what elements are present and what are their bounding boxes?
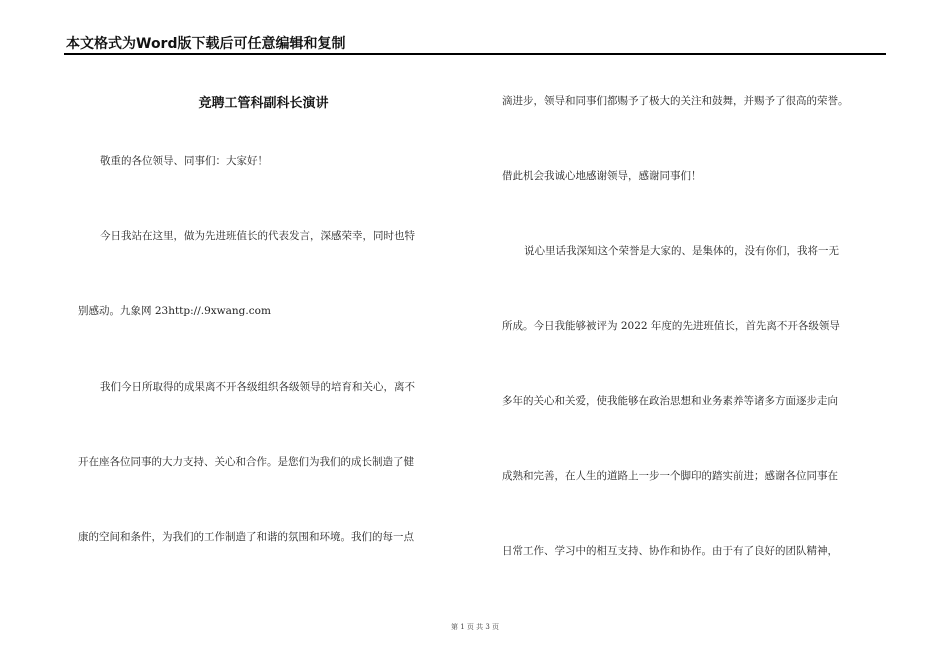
paragraph-line: 借此机会我诚心地感谢领导，感谢同事们！ xyxy=(502,170,702,182)
paragraph-line: 成熟和完善，在人生的道路上一步一个脚印的踏实前进；感谢各位同事在 xyxy=(502,470,838,482)
paragraph-line: 日常工作、学习中的相互支持、协作和协作。由于有了良好的团队精神， xyxy=(502,545,838,557)
paragraph-line: 滴进步，领导和同事们都赐予了极大的关注和鼓舞，并赐予了很高的荣誉。 xyxy=(502,95,849,107)
paragraph-line: 我们今日所取得的成果离不开各级组织各级领导的培育和关心，离不 xyxy=(100,381,415,393)
paragraph-line: 敬重的各位领导、同事们：大家好！ xyxy=(100,155,268,167)
header-title: 本文格式为Word版下载后可任意编辑和复制 xyxy=(66,36,346,52)
paragraph-line: 多年的关心和关爱，使我能够在政治思想和业务素养等诸多方面逐步走向 xyxy=(502,395,838,407)
paragraph-line: 开在座各位同事的大力支持、关心和合作。是您们为我们的成长制造了健 xyxy=(78,456,414,468)
paragraph-line: 今日我站在这里，做为先进班值长的代表发言，深感荣幸，同时也特 xyxy=(100,230,415,242)
header-divider xyxy=(64,53,886,55)
document-title: 竞聘工管科副科长演讲 xyxy=(198,96,329,111)
paragraph-line: 别感动。九象网 23http://.9xwang.com xyxy=(78,305,271,317)
paragraph-line: 所成。今日我能够被评为 2022 年度的先进班值长，首先离不开各级领导 xyxy=(502,320,840,332)
page-indicator: 第 1 页 共 3 页 xyxy=(450,623,500,631)
paragraph-line: 说心里话我深知这个荣誉是大家的、是集体的，没有你们，我将一无 xyxy=(524,245,839,257)
paragraph-line: 康的空间和条件，为我们的工作制造了和谐的氛围和环境。我们的每一点 xyxy=(78,531,414,543)
